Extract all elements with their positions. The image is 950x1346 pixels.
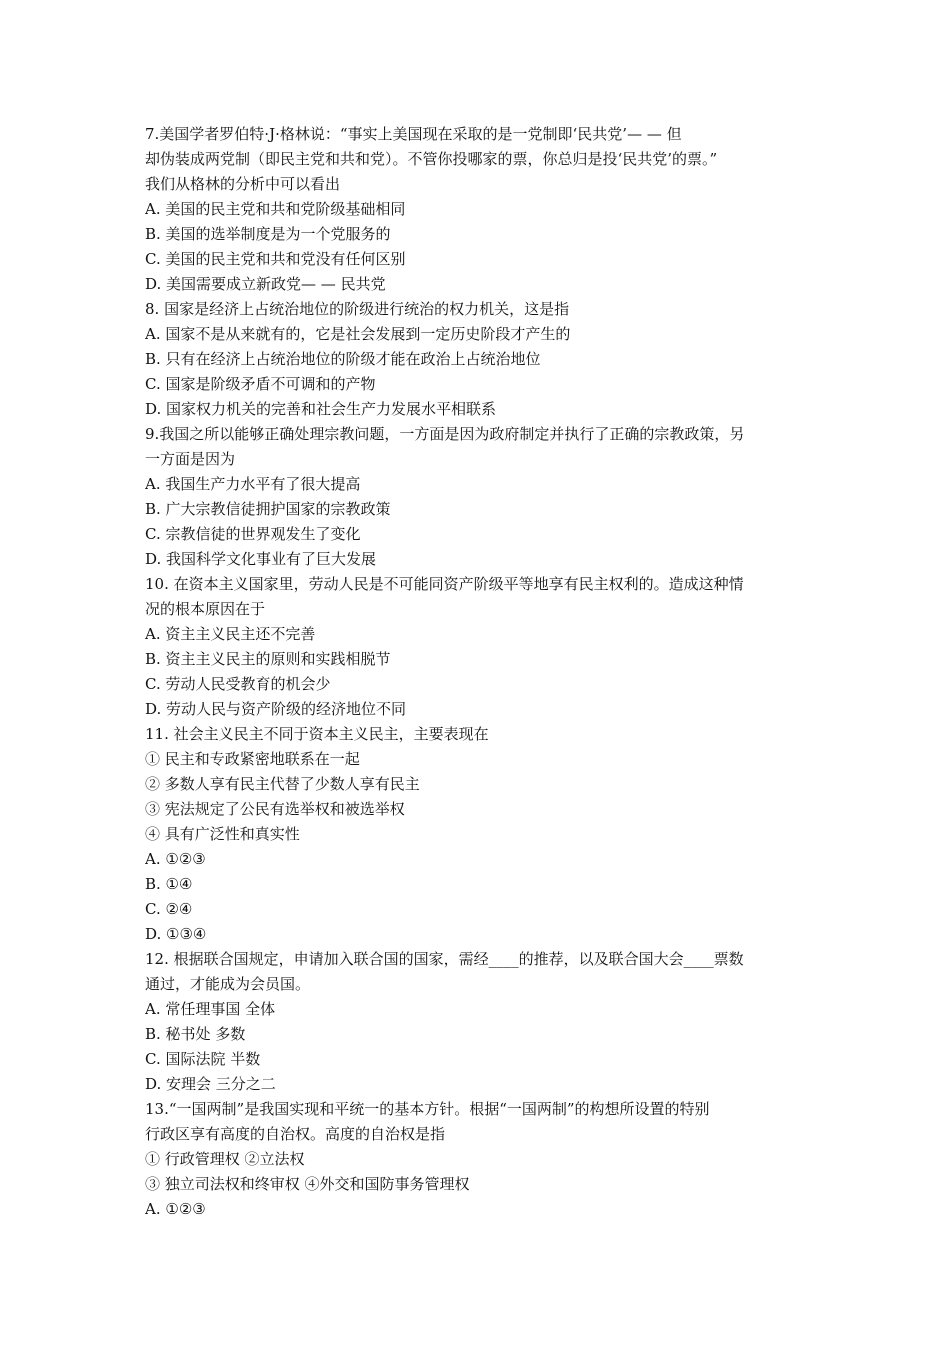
question-11 xyxy=(145,722,810,947)
question-stem-line: 况的根本原因在于 xyxy=(145,600,266,618)
option-a: A. 常任理事国 全体 xyxy=(145,1000,276,1018)
question-12 xyxy=(145,947,810,1097)
statement-2: ② 多数人享有民主代替了少数人享有民主 xyxy=(145,775,420,793)
option-b: B. 广大宗教信徒拥护国家的宗教政策 xyxy=(145,500,391,518)
option-c: C. 劳动人民受教育的机会少 xyxy=(145,675,331,693)
option-c: C. 美国的民主党和共和党没有任何区别 xyxy=(145,250,406,268)
option-c: C. ②④ xyxy=(145,900,193,918)
option-c: C. 国家是阶级矛盾不可调和的产物 xyxy=(145,375,376,393)
question-stem-line: 我们从格林的分析中可以看出 xyxy=(145,175,341,193)
statement-4: ④ 具有广泛性和真实性 xyxy=(145,825,300,843)
option-b: B. 资主主义民主的原则和实践相脱节 xyxy=(145,650,391,668)
question-stem-line: 通过，才能成为会员国。 xyxy=(145,975,311,993)
option-d: D. 美国需要成立新政党— — 民共党 xyxy=(145,275,386,293)
question-stem-line: 一方面是因为 xyxy=(145,450,236,468)
option-a: A. 国家不是从来就有的，它是社会发展到一定历史阶段才产生的 xyxy=(145,325,571,343)
option-c: C. 宗教信徒的世界观发生了变化 xyxy=(145,525,361,543)
option-d: D. 劳动人民与资产阶级的经济地位不同 xyxy=(145,700,407,718)
question-stem-line: 12. 根据联合国规定，申请加入联合国的国家，需经____的推荐，以及联合国大会____票数 xyxy=(145,950,744,968)
statement-2: ③ 独立司法权和终审权 ④外交和国防事务管理权 xyxy=(145,1175,470,1193)
statement-1: ① 民主和专政紧密地联系在一起 xyxy=(145,750,360,768)
question-13 xyxy=(145,1097,810,1222)
question-list xyxy=(145,122,810,1222)
option-b: B. ①④ xyxy=(145,875,193,893)
question-9 xyxy=(145,422,810,572)
question-stem-line: 却伪装成两党制（即民主党和共和党）。不管你投哪家的票，你总归是投‘民共党’的票。” xyxy=(145,150,718,168)
option-a: A. ①②③ xyxy=(145,850,206,868)
question-stem-line: 行政区享有高度的自治权。高度的自治权是指 xyxy=(145,1125,446,1143)
statement-3: ③ 宪法规定了公民有选举权和被选举权 xyxy=(145,800,405,818)
question-8 xyxy=(145,297,810,422)
option-b: B. 秘书处 多数 xyxy=(145,1025,246,1043)
option-b: B. 只有在经济上占统治地位的阶级才能在政治上占统治地位 xyxy=(145,350,541,368)
option-d: D. 我国科学文化事业有了巨大发展 xyxy=(145,550,377,568)
option-d: D. 国家权力机关的完善和社会生产力发展水平相联系 xyxy=(145,400,497,418)
option-d: D. 安理会 三分之二 xyxy=(145,1075,276,1093)
question-stem-line: 8. 国家是经济上占统治地位的阶级进行统治的权力机关，这是指 xyxy=(145,300,570,318)
option-d: D. ①③④ xyxy=(145,925,207,943)
statement-1: ① 行政管理权 ②立法权 xyxy=(145,1150,305,1168)
option-c: C. 国际法院 半数 xyxy=(145,1050,261,1068)
question-10 xyxy=(145,572,810,722)
option-a: A. ①②③ xyxy=(145,1200,206,1218)
option-b: B. 美国的选举制度是为一个党服务的 xyxy=(145,225,391,243)
question-stem-line: 9.我国之所以能够正确处理宗教问题，一方面是因为政府制定并执行了正确的宗教政策，另 xyxy=(145,425,745,443)
question-stem-line: 11. 社会主义民主不同于资本主义民主，主要表现在 xyxy=(145,725,489,743)
option-a: A. 我国生产力水平有了很大提高 xyxy=(145,475,361,493)
question-stem-line: 13.“一国两制”是我国实现和平统一的基本方针。根据“一国两制”的构想所设置的特别 xyxy=(145,1100,710,1118)
question-7 xyxy=(145,122,810,297)
option-a: A. 美国的民主党和共和党阶级基础相同 xyxy=(145,200,406,218)
question-stem-line: 10. 在资本主义国家里，劳动人民是不可能同资产阶级平等地享有民主权利的。造成这种情 xyxy=(145,575,744,593)
option-a: A. 资主主义民主还不完善 xyxy=(145,625,316,643)
question-stem-line: 7.美国学者罗伯特·J·格林说：“事实上美国现在采取的是一党制即‘民共党’— — 但 xyxy=(145,125,682,143)
